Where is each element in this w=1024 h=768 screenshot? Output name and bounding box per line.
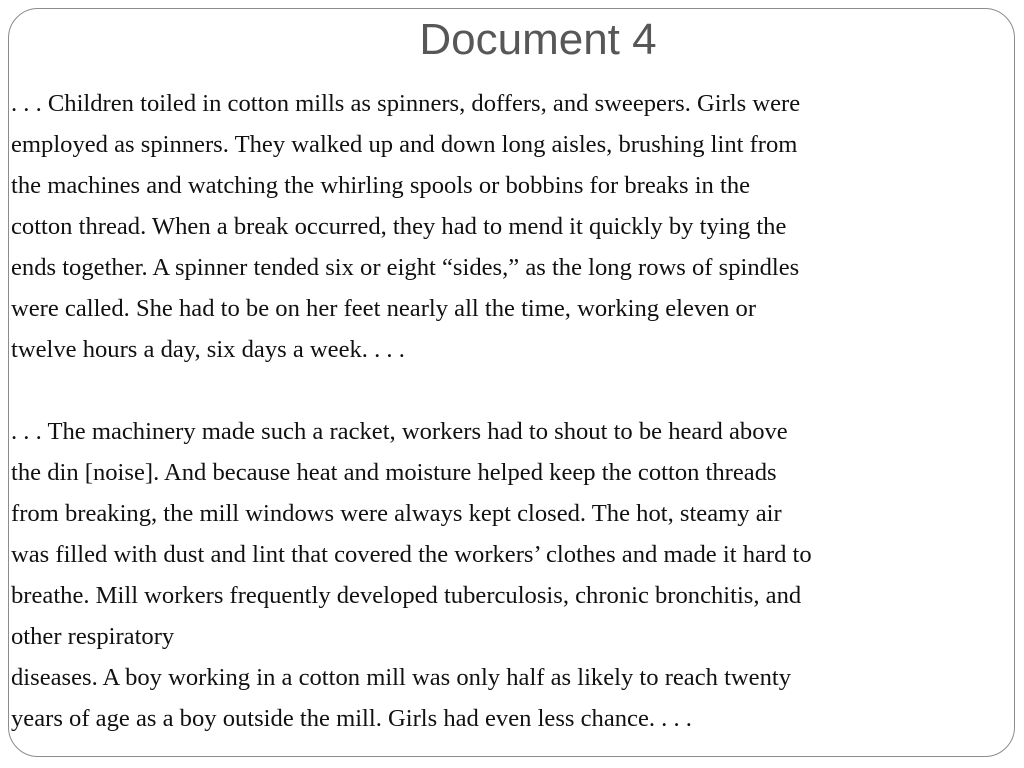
text-line: was filled with dust and lint that covered the workers’ clothes and made it hard to xyxy=(11,541,812,568)
paragraph-1 xyxy=(11,83,1021,370)
text-line: from breaking, the mill windows were always kept closed. The hot, steamy air xyxy=(11,500,782,527)
text-line: diseases. A boy working in a cotton mill was only half as likely to reach twenty xyxy=(11,664,792,691)
paragraph-2 xyxy=(11,411,1021,739)
text-line: ends together. A spinner tended six or eight “sides,” as the long rows of spindles xyxy=(11,254,800,281)
text-line: the din [noise]. And because heat and moisture helped keep the cotton threads xyxy=(11,459,777,486)
text-line: were called. She had to be on her feet nearly all the time, working eleven or xyxy=(11,295,757,322)
document-body xyxy=(11,83,1021,739)
text-line: years of age as a boy outside the mill. Girls had even less chance. . . . xyxy=(11,705,692,732)
text-line: cotton thread. When a break occurred, they had to mend it quickly by tying the xyxy=(11,213,787,240)
text-line: other respiratory xyxy=(11,623,175,650)
paragraph-gap xyxy=(11,370,1021,411)
text-line: the machines and watching the whirling spools or bobbins for breaks in the xyxy=(11,172,751,199)
text-line: twelve hours a day, six days a week. . . . xyxy=(11,336,405,363)
text-line: breathe. Mill workers frequently developed tuberculosis, chronic bronchitis, and xyxy=(11,582,802,609)
page-title: Document 4 xyxy=(419,15,657,64)
text-line: . . . The machinery made such a racket, workers had to shout to be heard above xyxy=(11,418,788,445)
text-line: employed as spinners. They walked up and down long aisles, brushing lint from xyxy=(11,131,798,158)
text-line: . . . Children toiled in cotton mills as spinners, doffers, and sweepers. Girls were xyxy=(11,90,801,117)
